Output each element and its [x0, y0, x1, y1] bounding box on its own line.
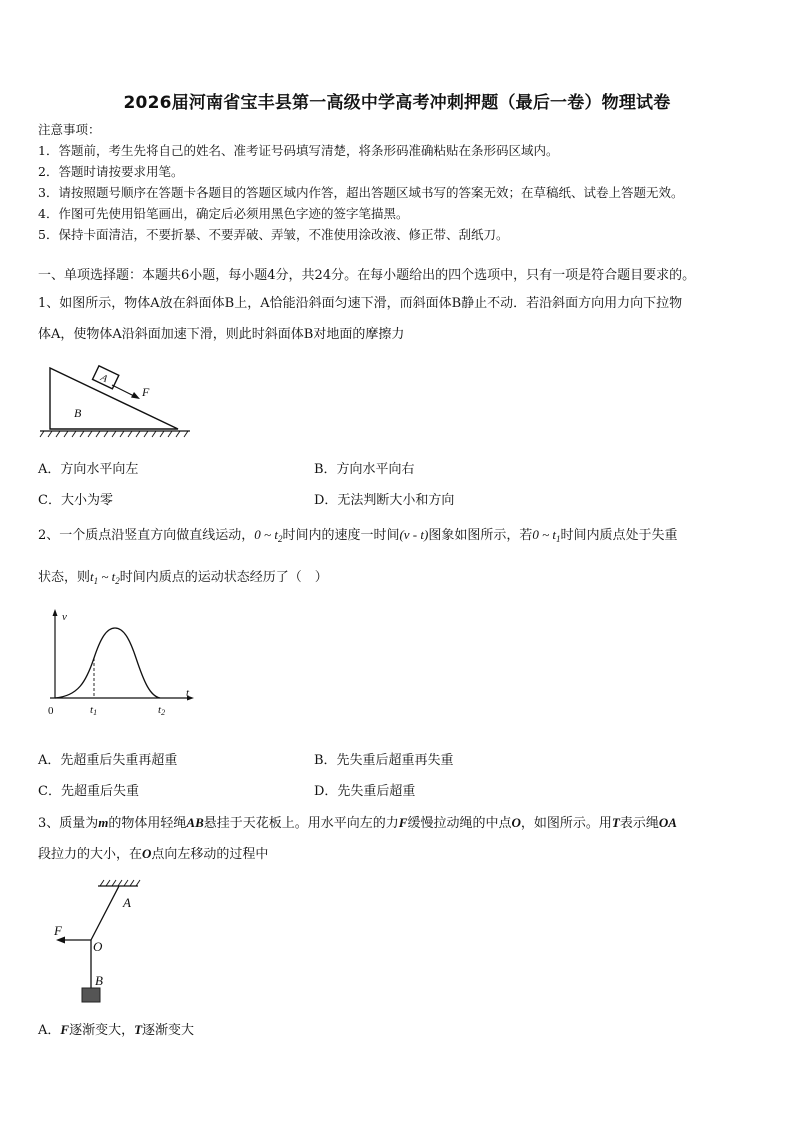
q3-option-a[interactable]: A．F逐渐变大，T逐渐变大	[38, 1022, 195, 1038]
q1-option-d[interactable]: D．无法判断大小和方向	[314, 493, 455, 508]
ground-hatching	[40, 431, 188, 437]
notice-item: 1．答题前，考生先将自己的姓名、准考证号码填写清楚，将条形码准确粘贴在条形码区域内。	[38, 143, 559, 158]
q3-stem-line1: 3、质量为m的物体用轻绳AB悬挂于天花板上。用水平向左的力F缓慢拉动绳的中点O，如图所示。用T表示绳OA	[38, 815, 677, 831]
point-o-label: O	[93, 939, 103, 954]
incline-label: B	[74, 406, 82, 420]
q1-option-b[interactable]: B．方向水平向右	[314, 462, 415, 477]
v-axis-label: v	[62, 611, 67, 623]
velocity-curve	[55, 628, 160, 698]
v-axis-arrow	[53, 609, 58, 616]
origin-label: 0	[48, 705, 54, 717]
svg-text:A: A	[98, 372, 110, 386]
block-a	[93, 366, 119, 389]
notice-item: 3．请按照题号顺序在答题卡各题目的答题区域内作答，超出答题区域书写的答案无效；在草稿纸、试卷上答题无效。	[38, 185, 684, 200]
page-title: 2026届河南省宝丰县第一高级中学高考冲刺押题（最后一卷）物理试卷	[123, 93, 671, 113]
q3-stem-line2: 段拉力的大小，在O点向左移动的过程中	[38, 846, 269, 862]
notice-heading: 注意事项：	[38, 122, 101, 137]
q2-vt-graph	[38, 606, 203, 720]
t-axis-label: t	[186, 687, 190, 699]
q2-stem-line2: 状态，则$t_1$ ~ $t_2$时间内质点的运动状态经历了（ ）	[38, 569, 328, 586]
force-label: F	[142, 385, 150, 399]
t1-label: t1	[90, 704, 98, 717]
q1-stem-line1: 1、如图所示，物体A放在斜面体B上，A恰能沿斜面匀速下滑，而斜面体B静止不动．若沿斜面方向用力向下拉物	[38, 296, 683, 311]
force-arrow-head	[131, 392, 140, 399]
q2-option-b[interactable]: B．先失重后超重再失重	[314, 753, 454, 768]
point-a-label: A	[123, 895, 131, 910]
rope-oa	[91, 886, 119, 940]
mass-block	[82, 988, 100, 1002]
q2-option-d[interactable]: D．先失重后超重	[314, 784, 416, 799]
q1-incline-figure	[38, 362, 198, 440]
notice-item: 5．保持卡面清洁，不要折暴、不要弄破、弄皱，不准使用涂改液、修正带、刮纸刀。	[38, 227, 509, 242]
q1-option-c[interactable]: C．大小为零	[38, 493, 113, 508]
section-heading: 一、单项选择题：本题共6小题，每小题4分，共24分。在每小题给出的四个选项中，只有一项是符合题目要求的。	[38, 268, 696, 283]
notice-item: 2．答题时请按要求用笔。	[38, 164, 184, 179]
q2-stem-line1: 2、一个质点沿竖直方向做直线运动，0 ~ $t_2$时间内的速度一时间(v - t)图象如图所示，若0 ~ $t_1$时间内质点处于失重	[38, 527, 678, 544]
notice-item: 4．作图可先使用铅笔画出，确定后必须用黑色字迹的签字笔描黑。	[38, 206, 409, 221]
q1-stem-line2: 体A，使物体A沿斜面加速下滑，则此时斜面体B对地面的摩擦力	[38, 327, 405, 342]
t2-label: t2	[158, 704, 166, 717]
point-b-label: B	[95, 973, 103, 988]
q2-option-a[interactable]: A．先超重后失重再超重	[38, 753, 178, 768]
q3-rope-figure	[38, 876, 158, 1010]
ceiling-hatching	[100, 880, 140, 886]
q2-option-c[interactable]: C．先超重后失重	[38, 784, 139, 799]
q1-option-a[interactable]: A．方向水平向左	[38, 462, 139, 477]
force-f-label: F	[54, 923, 62, 938]
